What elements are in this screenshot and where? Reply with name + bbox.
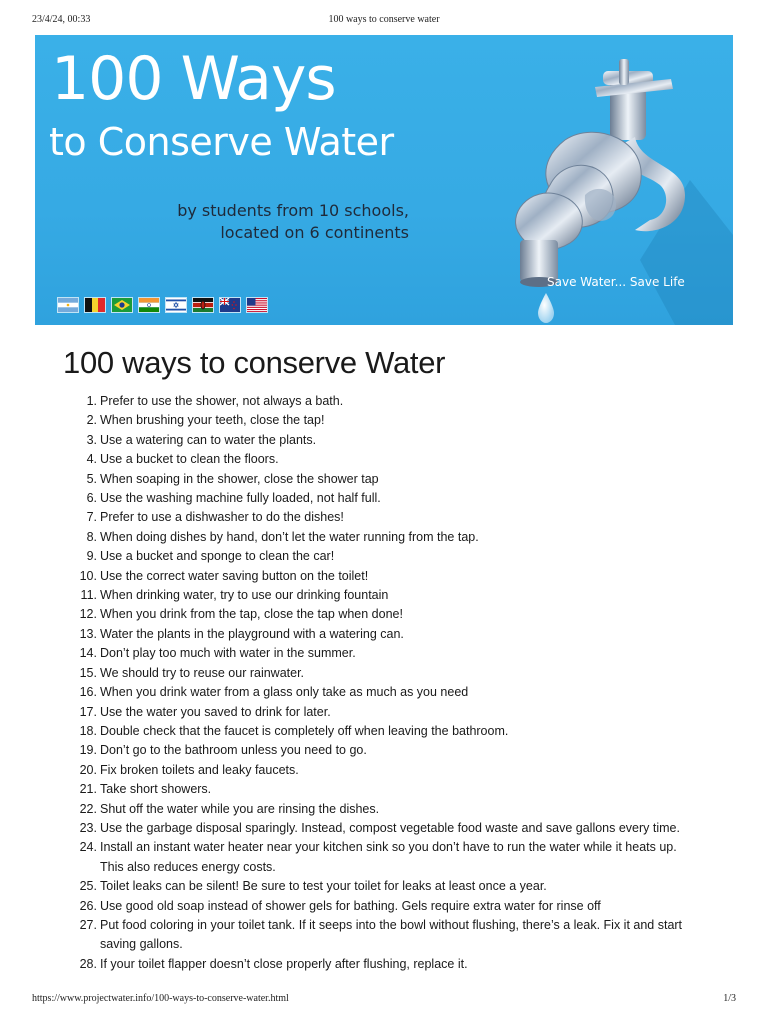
list-item [62,897,722,916]
list-item-text: Fix broken toilets and leaky faucets. [100,762,299,777]
list-item-number: 15. [79,665,97,680]
list-item-number: 19. [79,743,97,758]
list-item-number: 7. [86,510,97,525]
kenya-flag-icon [192,297,214,313]
banner-subtitle-line1: by students from 10 schools, [177,201,409,220]
list-item [62,508,722,527]
list-item [62,411,722,430]
list-item [62,586,722,605]
list-item-text: Put food coloring in your toilet tank. If it seeps into the bowl without flushing, there’s a leak. Fix it and start [100,917,683,932]
list-item-number: 2. [86,413,97,428]
list-item [62,625,722,644]
page-title: 100 ways to conserve Water [63,345,446,380]
list-item-number: 26. [79,898,97,913]
list-item-number: 10. [79,568,97,583]
list-item-number: 18. [79,723,97,738]
list-item-text: Use a bucket to clean the floors. [100,452,279,467]
list-item-text: Use a bucket and sponge to clean the car! [100,549,335,564]
list-item-number: 22. [79,801,97,816]
list-item-number: 3. [86,432,97,447]
list-item-text: Use a watering can to water the plants. [100,432,317,447]
list-item [62,741,722,760]
list-item [62,955,722,974]
list-item [62,528,722,547]
list-item-text: Prefer to use a dishwasher to do the dishes! [100,510,344,525]
list-item-number: 1. [86,394,97,408]
list-item [62,683,722,702]
list-item-text: When soaping in the shower, close the shower tap [100,471,379,486]
list-item-text: When brushing your teeth, close the tap! [100,413,325,428]
list-item-number: 27. [79,917,97,932]
list-item-text: When you drink from the tap, close the tap when done! [100,607,403,622]
list-item-text: We should try to reuse our rainwater. [100,665,305,680]
india-flag-icon [138,297,160,313]
list-item [62,547,722,566]
list-item [62,489,722,508]
list-item-text: Use the water you saved to drink for later. [100,704,331,719]
list-item-text: When you drink water from a glass only take as much as you need [100,685,469,700]
list-item [62,703,722,722]
list-item-text: Use the garbage disposal sparingly. Instead, compost vegetable food waste and save gallons every time. [100,820,680,835]
list-item-text: Water the plants in the playground with a watering can. [100,626,404,641]
list-item [62,780,722,799]
list-item [62,838,722,877]
list-item-text: If your toilet flapper doesn’t close properly after flushing, replace it. [100,956,468,971]
list-item [62,722,722,741]
list-item-number: 16. [79,685,97,700]
list-item-text: Don’t go to the bathroom unless you need to go. [100,743,367,758]
list-item-number: 6. [86,491,97,506]
israel-flag-icon [165,297,187,313]
print-doc-title: 100 ways to conserve water [328,14,440,25]
list-item-text: When doing dishes by hand, don’t let the water running from the tap. [100,529,479,544]
list-item-text: saving gallons. [100,937,183,952]
list-item-number: 20. [79,762,97,777]
list-item [62,761,722,780]
banner-subtitle [177,200,409,244]
list-item-text: Shut off the water while you are rinsing the dishes. [100,801,380,816]
list-item-number: 4. [86,452,97,467]
brazil-flag-icon [111,297,133,313]
list-item-text: Use the correct water saving button on the toilet! [100,568,369,583]
list-item-number: 12. [79,607,97,622]
list-item-number: 28. [79,956,97,971]
list-item-text: Use good old soap instead of shower gels for bathing. Gels require extra water for rinse off [100,898,601,913]
list-item [62,605,722,624]
list-item-text: When drinking water, try to use our drinking fountain [100,588,389,603]
list-item [62,819,722,838]
list-item-text: Toilet leaks can be silent! Be sure to test your toilet for leaks at least once a year. [100,879,547,894]
list-item-text: Take short showers. [100,782,212,797]
list-item-number: 17. [79,704,97,719]
list-item-number: 24. [79,840,97,855]
print-header [0,14,768,28]
list-item-number: 14. [79,646,97,661]
usa-flag-icon [246,297,268,313]
list-item-number: 23. [79,820,97,835]
list-item [62,644,722,663]
list-item [62,450,722,469]
print-page-number: 1/3 [723,993,736,1004]
list-item-text: Don’t play too much with water in the summer. [100,646,356,661]
print-url: https://www.projectwater.info/100-ways-to-conserve-water.html [32,993,289,1004]
hero-banner [35,35,733,325]
belgium-flag-icon [84,297,106,313]
list-item-number: 5. [86,471,97,486]
list-item [62,470,722,489]
country-flags-row [57,297,268,313]
banner-title-line2: to Conserve Water [49,120,394,164]
argentina-flag-icon [57,297,79,313]
list-item-text: Double check that the faucet is completely off when leaving the bathroom. [100,723,509,738]
list-item [62,664,722,683]
tips-list [62,392,722,974]
list-item [62,916,722,955]
list-item-number: 25. [79,879,97,894]
list-item-text: Prefer to use the shower, not always a bath. [100,394,344,408]
banner-slogan: Save Water... Save Life [547,275,685,289]
print-footer [0,993,768,1007]
list-item [62,392,722,411]
banner-title-line1: 100 Ways [51,44,336,114]
list-item-number: 13. [79,626,97,641]
list-item-number: 8. [86,529,97,544]
list-item-text: This also reduces energy costs. [100,859,276,874]
new-zealand-flag-icon [219,297,241,313]
banner-subtitle-line2: located on 6 continents [220,223,409,242]
list-item [62,431,722,450]
list-item-text: Use the washing machine fully loaded, not half full. [100,491,381,506]
list-item-number: 11. [80,588,97,603]
list-item [62,567,722,586]
list-item-number: 9. [86,549,97,564]
list-item [62,800,722,819]
list-item [62,877,722,896]
list-item-text: Install an instant water heater near your kitchen sink so you don’t have to run the water while it heats up. [100,840,677,855]
print-date: 23/4/24, 00:33 [32,14,91,25]
list-item-number: 21. [79,782,97,797]
